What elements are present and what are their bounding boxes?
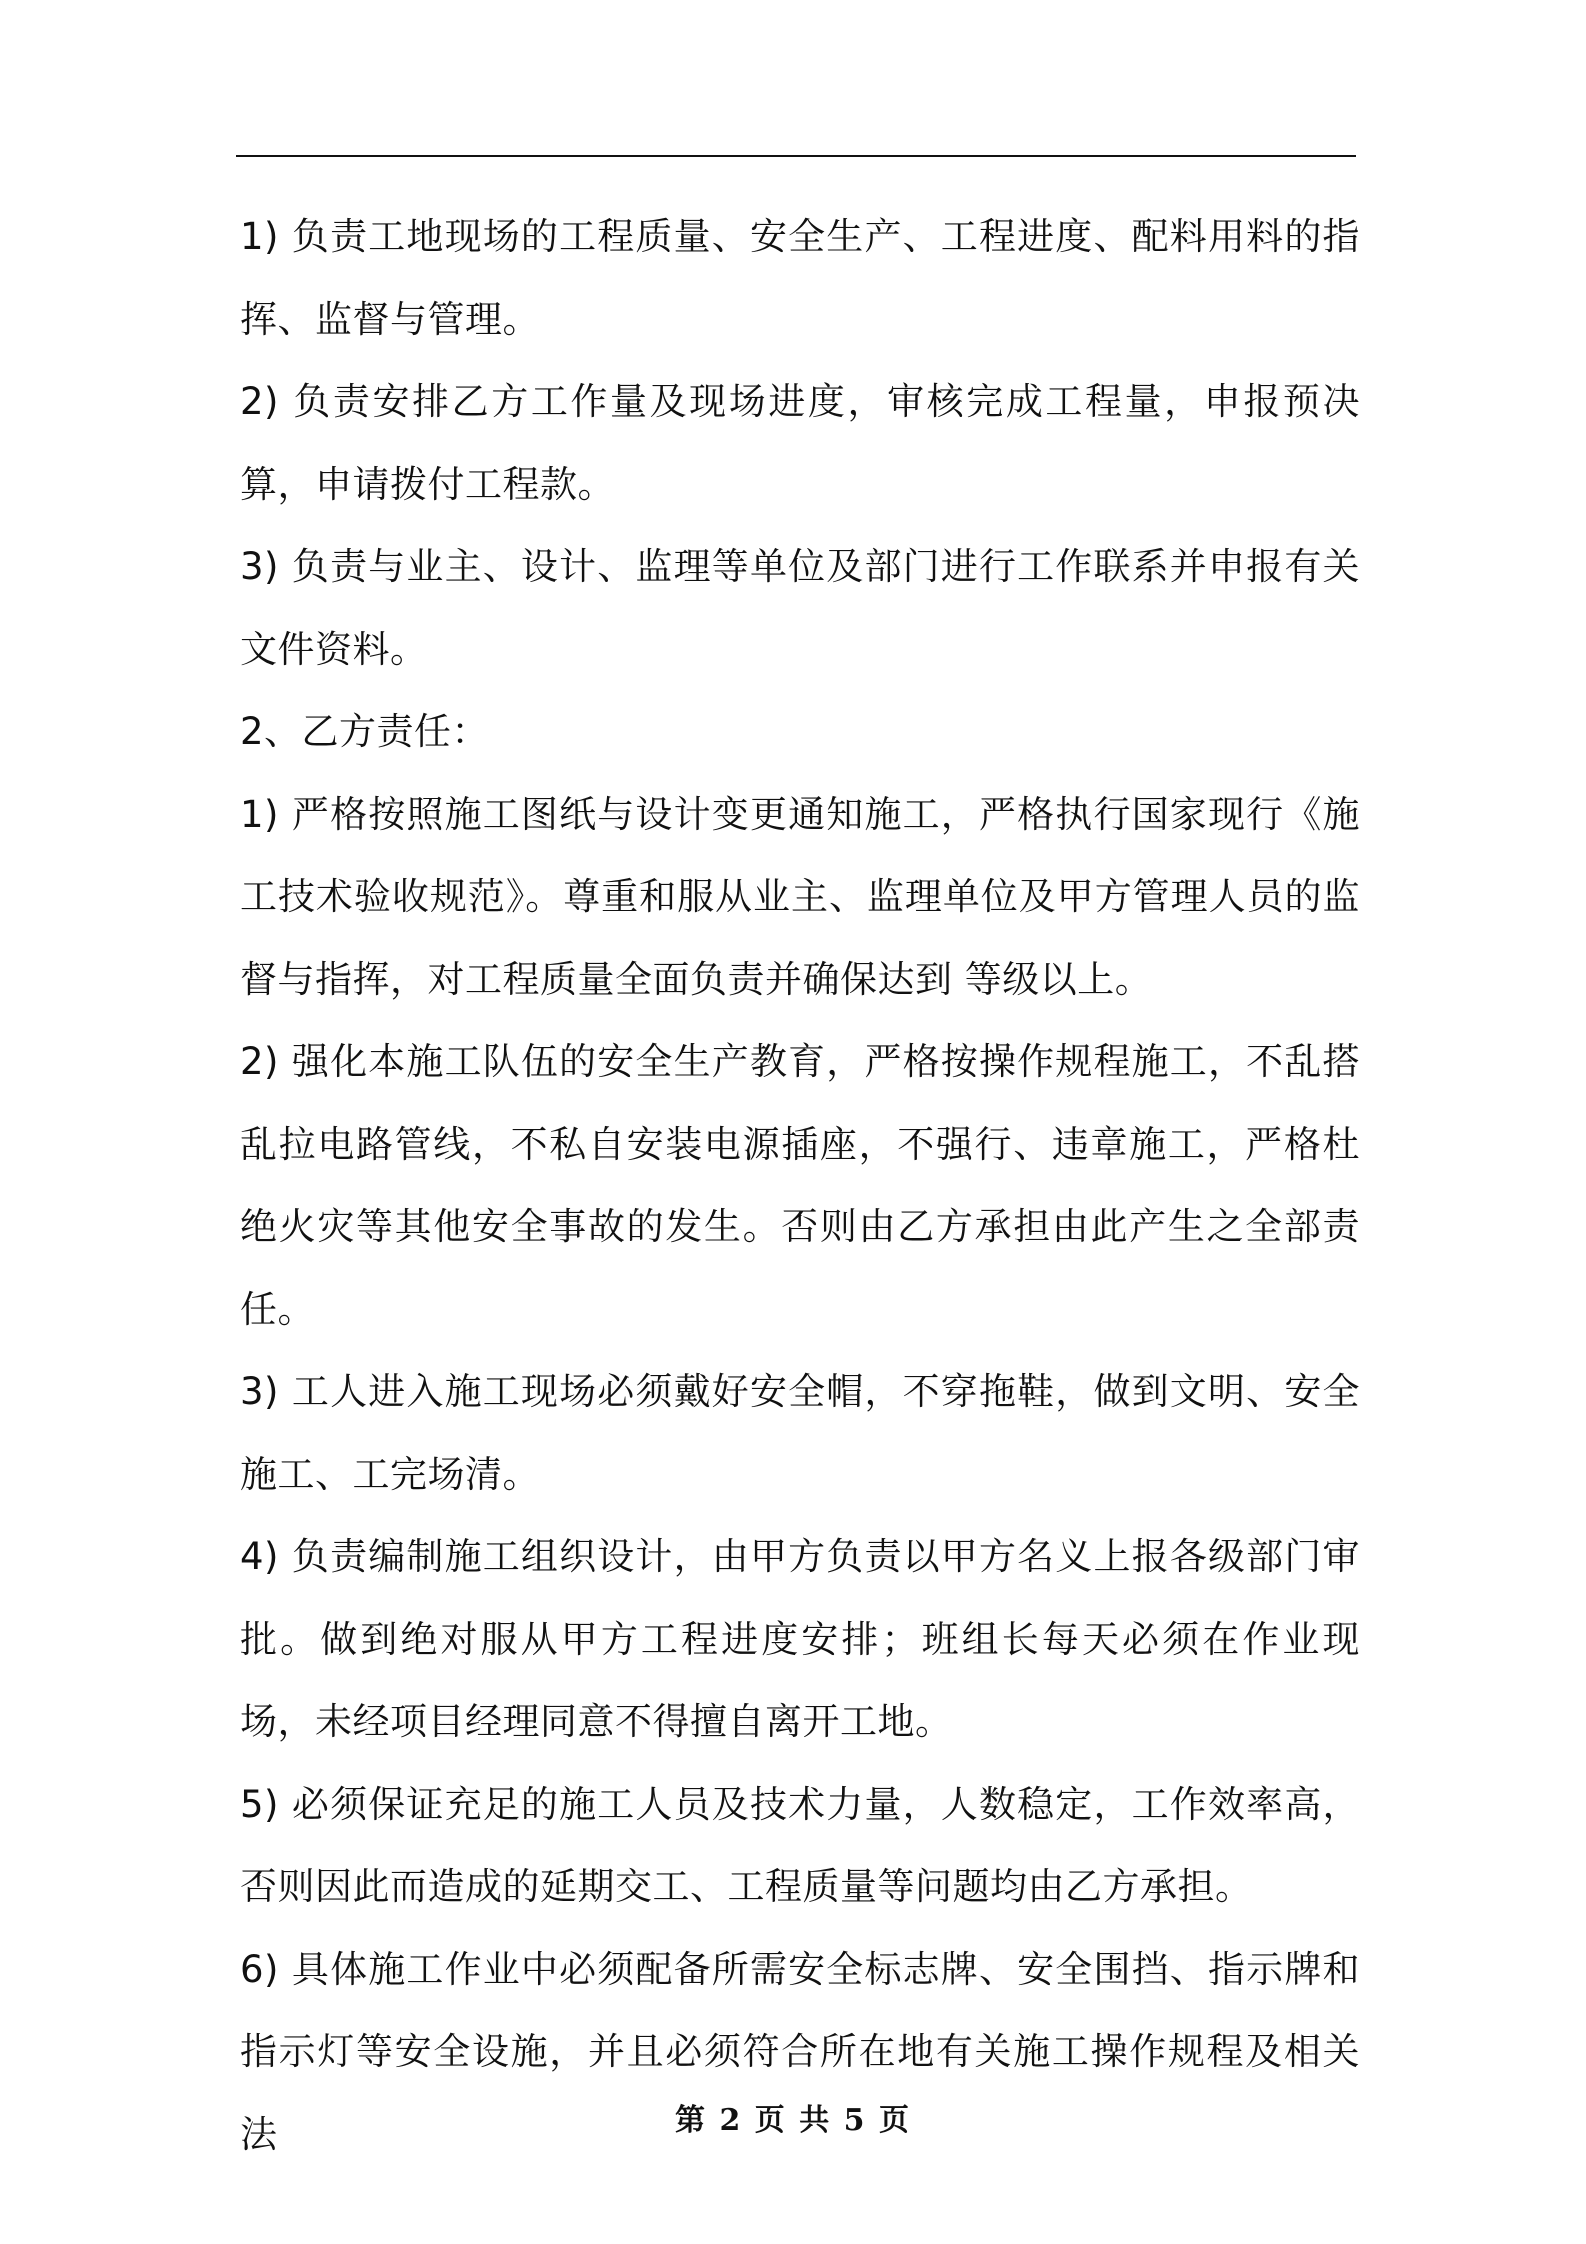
document-body xyxy=(240,196,1360,2176)
header-rule xyxy=(236,155,1356,157)
paragraph-3: 3) 负责与业主、设计、监理等单位及部门进行工作联系并申报有关文件资料。 xyxy=(240,545,1360,671)
paragraph-2: 2) 负责安排乙方工作量及现场进度，审核完成工程量，申报预决算，申请拨付工程款。 xyxy=(240,380,1360,506)
paragraph-1: 1) 负责工地现场的工程质量、安全生产、工程进度、配料用料的指挥、监督与管理。 xyxy=(240,215,1360,341)
footer-mid: 页 共 xyxy=(754,2103,832,2138)
paragraph-8: 4) 负责编制施工组织设计，由甲方负责以甲方名义上报各级部门审批。做到绝对服从甲方工程进度安排；班组长每天必须在作业现场，未经项目经理同意不得擅自离开工地。 xyxy=(240,1535,1360,1743)
paragraph-7: 3) 工人进入施工现场必须戴好安全帽，不穿拖鞋，做到文明、安全施工、工完场清。 xyxy=(240,1370,1360,1496)
page-footer xyxy=(0,2095,1586,2139)
paragraph-9: 5) 必须保证充足的施工人员及技术力量，人数稳定，工作效率高，否则因此而造成的延期交工、工程质量等问题均由乙方承担。 xyxy=(240,1782,1360,1908)
section-heading: 2、乙方责任： xyxy=(240,710,490,753)
paragraph-6: 2) 强化本施工队伍的安全生产教育，严格按操作规程施工，不乱搭乱拉电路管线，不私自安装电源插座，不强行、违章施工，严格杜绝火灾等其他安全事故的发生。否则由乙方承担由此产生之全部责任。 xyxy=(240,1040,1360,1331)
footer-total-pages: 5 xyxy=(843,2103,867,2138)
footer-current-page: 2 xyxy=(719,2103,743,2138)
paragraph-5: 1) 严格按照施工图纸与设计变更通知施工，严格执行国家现行《施工技术验收规范》。尊重和服从业主、监理单位及甲方管理人员的监督与指挥，对工程质量全面负责并确保达到 等级以上。 xyxy=(240,792,1360,1001)
footer-prefix: 第 xyxy=(674,2103,707,2138)
paragraph-10: 6) 具体施工作业中必须配备所需安全标志牌、安全围挡、指示牌和指示灯等安全设施，并且必须符合所在地有关施工操作规程及相关法 xyxy=(240,1947,1360,2156)
footer-suffix: 页 xyxy=(879,2103,911,2138)
